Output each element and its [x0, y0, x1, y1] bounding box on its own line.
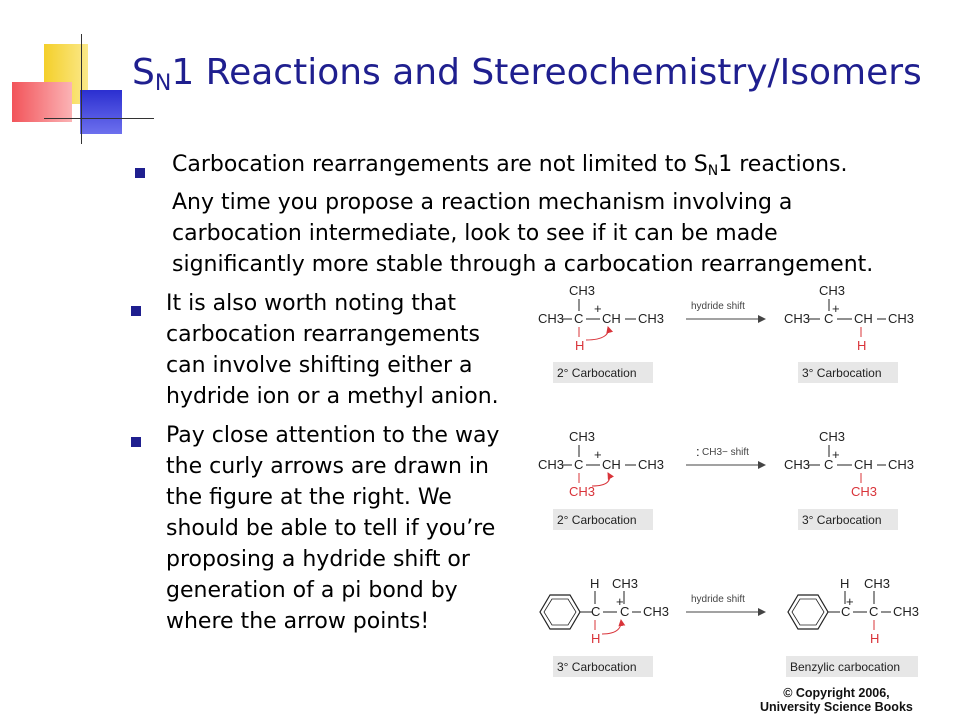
row-2-left-structure	[538, 429, 664, 499]
left-caption: 2° Carbocation	[557, 513, 637, 527]
row-1-right-structure	[784, 283, 914, 353]
charge-plus: +	[594, 301, 602, 316]
deco-red-square	[12, 82, 72, 122]
ch3-right-label: CH3	[638, 311, 665, 326]
deco-vertical-line	[81, 34, 82, 144]
curly-arrow	[602, 620, 621, 634]
ch3-top-label: CH3	[819, 429, 846, 444]
ch-label: CH	[854, 311, 873, 326]
copyright-notice: © Copyright 2006, University Science Books	[760, 686, 913, 714]
ch3-right-label: CH3	[888, 311, 915, 326]
bullet-marker-3	[131, 437, 141, 447]
carbon-label: C	[574, 457, 584, 472]
hydrogen-top-label: H	[590, 576, 600, 591]
row-3	[540, 576, 919, 677]
ch3-right-label: CH3	[888, 457, 915, 472]
charge-plus: +	[616, 594, 624, 609]
row-2-right-structure	[784, 429, 914, 499]
charge-plus: +	[594, 447, 602, 462]
carbon-label: C	[841, 604, 851, 619]
lone-pair-label: :	[696, 444, 700, 459]
hydrogen-label: H	[870, 631, 880, 646]
left-caption: 3° Carbocation	[557, 660, 637, 674]
right-caption: Benzylic carbocation	[790, 660, 901, 674]
benzene-ring-icon	[788, 595, 828, 629]
left-caption: 2° Carbocation	[557, 366, 637, 380]
carbon-label: C	[620, 604, 630, 619]
row-1	[538, 283, 914, 383]
deco-horizontal-line	[44, 118, 154, 119]
reaction-arrow-label: hydride shift	[691, 301, 745, 312]
ch3-top-label: CH3	[612, 576, 639, 591]
ch3-top-label: CH3	[864, 576, 891, 591]
ch3-left-label: CH3	[784, 457, 811, 472]
carbocation-rearrangement-figure	[528, 278, 928, 688]
hydrogen-label: H	[857, 338, 867, 353]
right-caption: 3° Carbocation	[802, 366, 882, 380]
row-3-left-structure	[540, 576, 669, 646]
methyl-label: CH3	[851, 484, 878, 499]
ch3-right-label: CH3	[643, 604, 670, 619]
ch-label: CH	[602, 311, 621, 326]
deco-blue-square	[80, 90, 122, 134]
ch3-left-label: CH3	[538, 311, 565, 326]
curly-arrow	[586, 327, 608, 340]
ch3-left-label: CH3	[784, 311, 811, 326]
bullet-3-text: Pay close attention to the way the curly arrows are drawn in the figure at the right. We should be able to tell if you’re proposing a hydride shift or generation of a pi bond by where the arrow points!	[166, 423, 500, 634]
bullet-marker-1	[135, 168, 145, 178]
ch3-right-label: CH3	[638, 457, 665, 472]
benzene-ring-icon	[540, 595, 580, 629]
methyl-label: CH3	[569, 484, 596, 499]
reaction-arrow-label: hydride shift	[691, 594, 745, 605]
ch3-top-label: CH3	[569, 429, 596, 444]
ch3-top-label: CH3	[819, 283, 846, 298]
ch-label: CH	[602, 457, 621, 472]
hydrogen-label: H	[591, 631, 601, 646]
ch3-top-label: CH3	[569, 283, 596, 298]
row-2	[538, 429, 914, 530]
carbon-label: C	[824, 311, 834, 326]
slide-title: $S_N1$ Reactions and Stereochemistry/Isomers	[132, 52, 922, 96]
carbon-label: C	[824, 457, 834, 472]
charge-plus: +	[832, 301, 840, 316]
row-3-right-structure	[788, 576, 919, 646]
bullet-1-text: Carbocation rearrangements are not limited to $S_N1$ reactions. Any time you propose a reaction mechanism involving a carbocation intermediate, look to see if it can be made significantly more stable through a carbocation rearrangement.	[172, 152, 874, 277]
right-caption: 3° Carbocation	[802, 513, 882, 527]
charge-plus: +	[832, 447, 840, 462]
hydrogen-top-label: H	[840, 576, 850, 591]
carbon-label: C	[574, 311, 584, 326]
bullet-2-text: It is also worth noting that carbocation rearrangements can involve shifting either a hydride ion or a methyl anion.	[166, 291, 499, 409]
bullet-marker-2	[131, 306, 141, 316]
hydrogen-label: H	[575, 338, 585, 353]
ch3-right-label: CH3	[893, 604, 920, 619]
carbon-label: C	[591, 604, 601, 619]
ch-label: CH	[854, 457, 873, 472]
row-1-left-structure	[538, 283, 664, 353]
charge-plus: +	[846, 594, 854, 609]
ch3-left-label: CH3	[538, 457, 565, 472]
reaction-arrow-label: CH3− shift	[702, 447, 749, 458]
carbon-label: C	[869, 604, 879, 619]
